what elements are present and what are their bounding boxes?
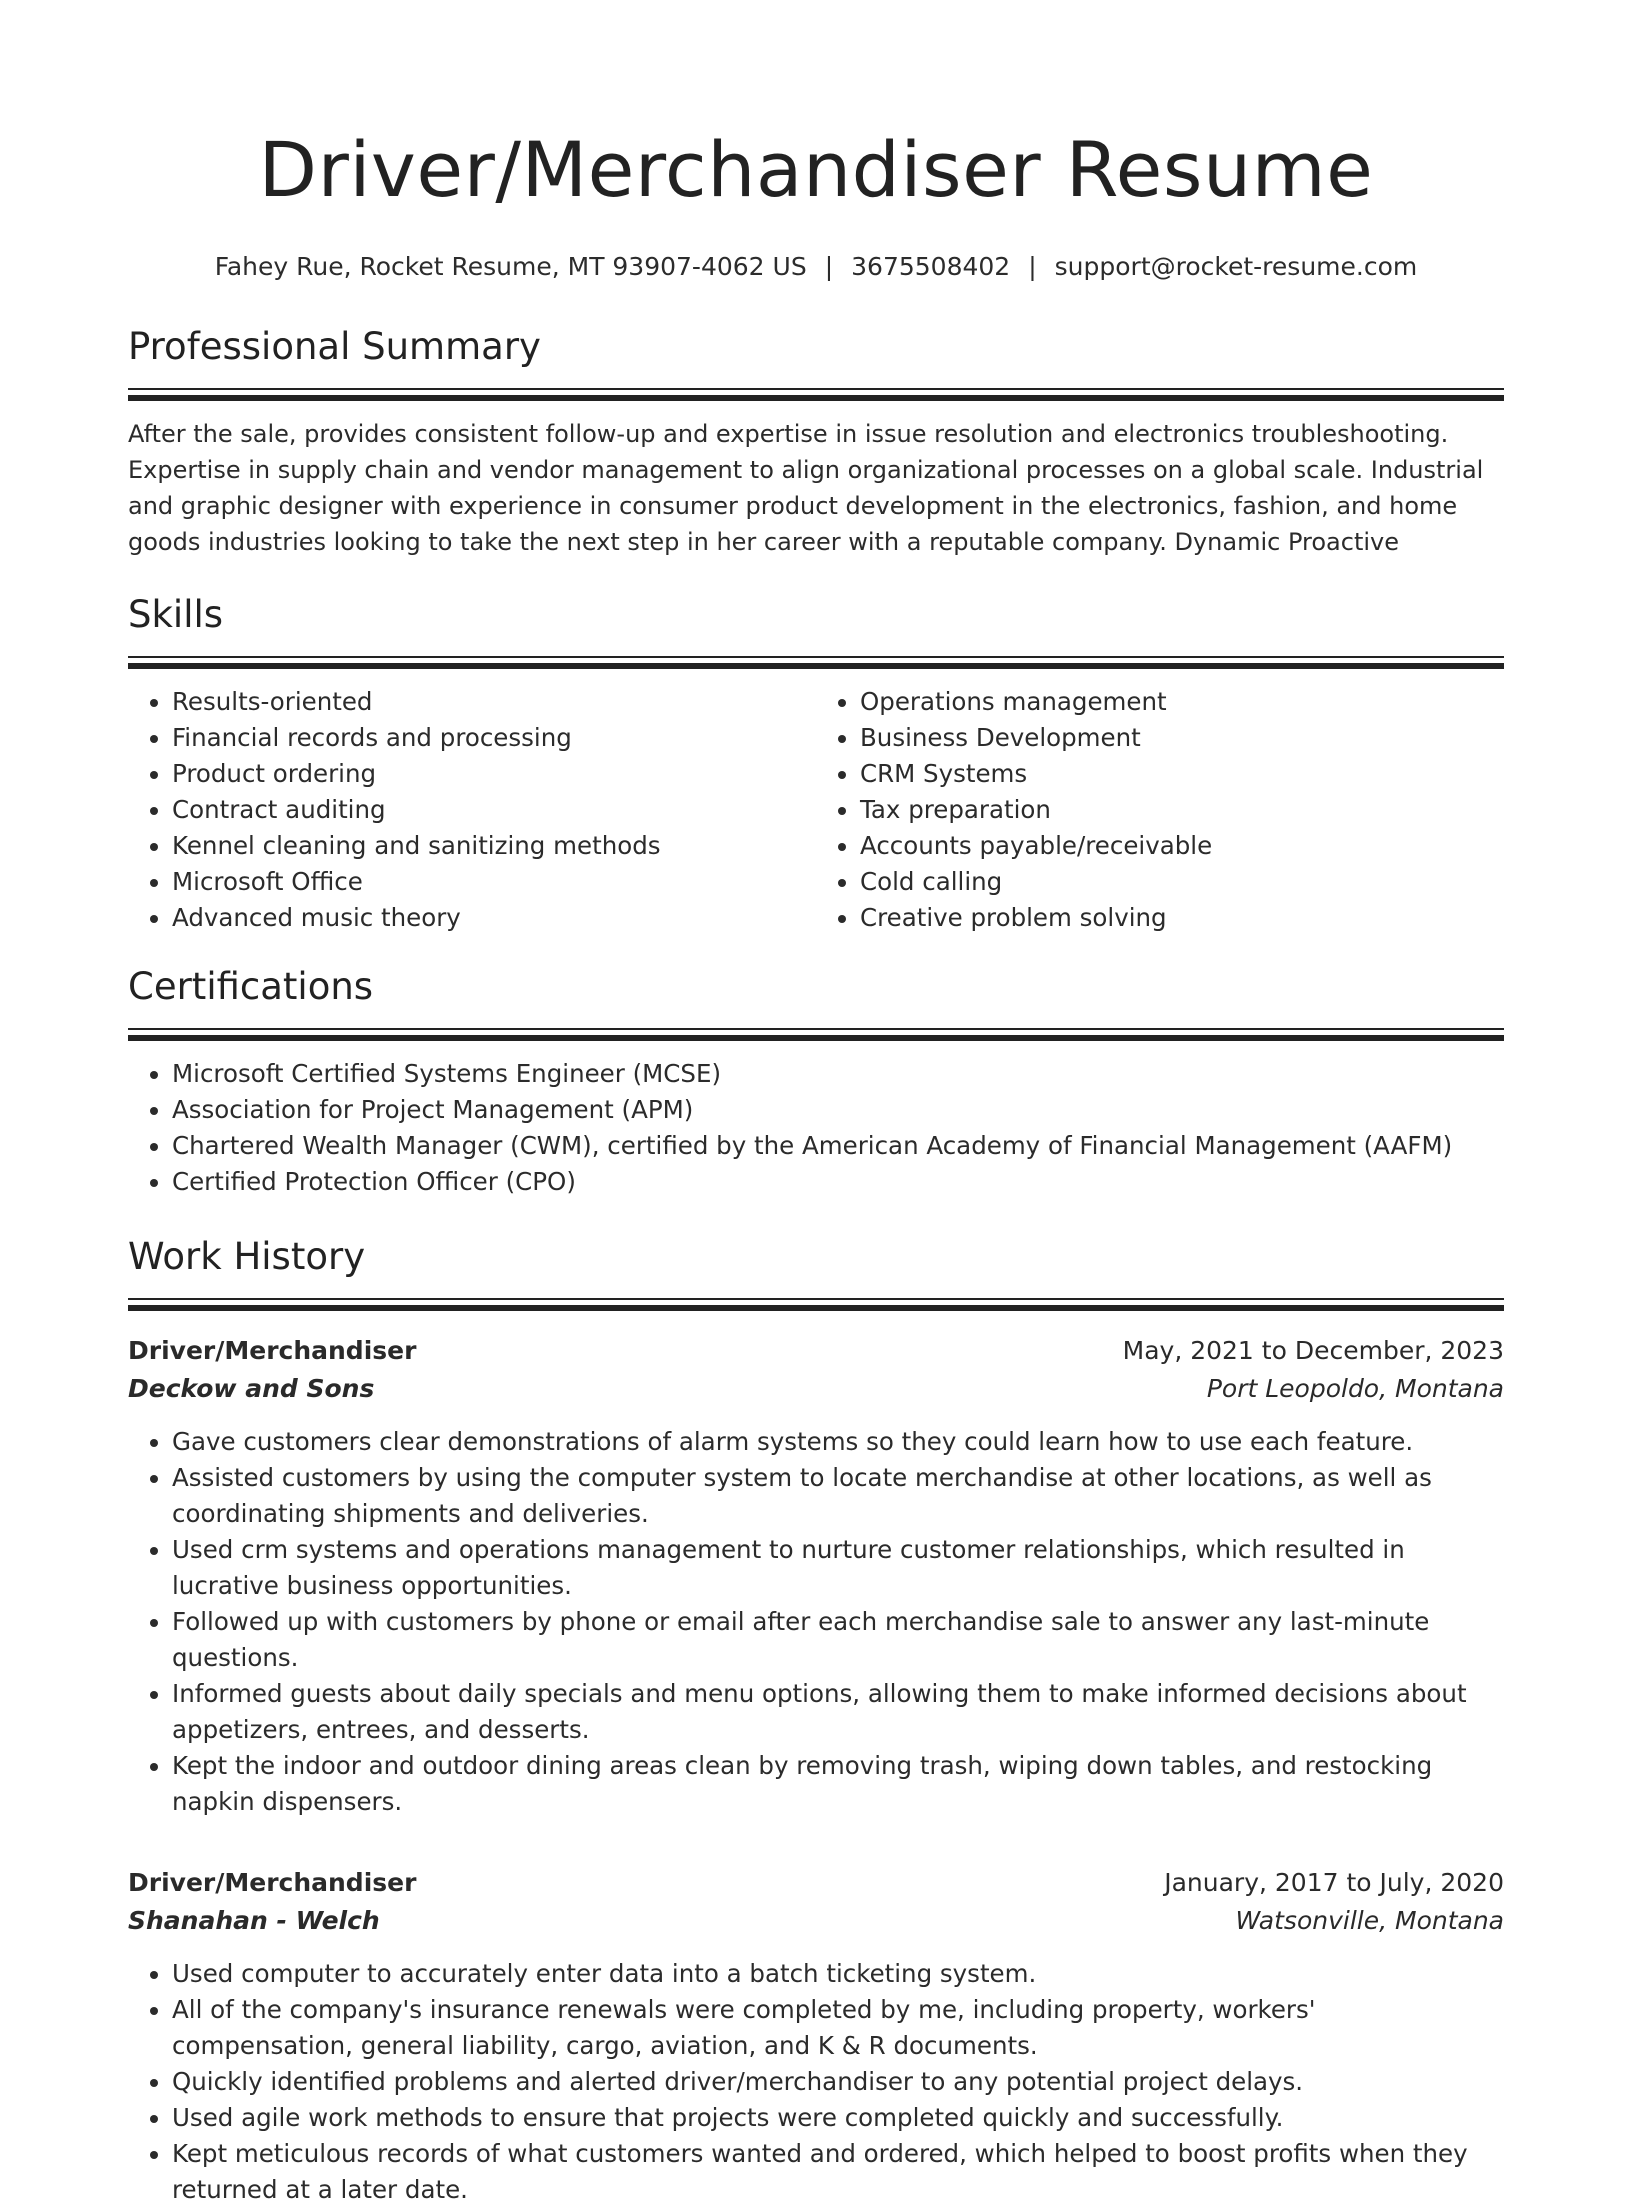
skill-item: • Tax preparation <box>860 792 1504 828</box>
job-duties-list <box>128 1956 1504 2208</box>
job-location: Watsonville, Montana <box>1235 1906 1504 1935</box>
section-heading-work-history: Work History <box>128 1235 366 1278</box>
certifications-section <box>128 962 1504 1200</box>
skill-item: • Financial records and processing <box>172 720 816 756</box>
section-divider <box>128 1298 1504 1312</box>
job-duty-item: • Informed guests about daily specials and menu options, allowing them to make informed decisions about appetizers, entrees, and desserts. <box>172 1676 1504 1748</box>
resume-title: Driver/Merchandiser Resume <box>258 125 1374 214</box>
skill-item: • Results-oriented <box>172 684 816 720</box>
certifications-list <box>128 1056 1504 1200</box>
job-duty-item: • Assisted customers by using the computer system to locate merchandise at other locations, as well as coordinating shipments and deliveries. <box>172 1460 1504 1532</box>
skill-item: • Cold calling <box>860 864 1504 900</box>
skills-list-left <box>128 684 816 936</box>
skill-item: • CRM Systems <box>860 756 1504 792</box>
job-entry <box>128 1332 1504 1820</box>
contact-email: support@rocket-resume.com <box>1054 252 1418 281</box>
section-heading-summary: Professional Summary <box>128 325 541 368</box>
job-location: Port Leopoldo, Montana <box>1206 1374 1504 1403</box>
skills-list-right <box>816 684 1504 936</box>
section-divider <box>128 388 1504 402</box>
job-duty-item: • Quickly identified problems and alerted driver/merchandiser to any potential project delays. <box>172 2064 1504 2100</box>
certification-item: • Chartered Wealth Manager (CWM), certified by the American Academy of Financial Management (AAFM) <box>172 1128 1504 1164</box>
certification-item: • Certified Protection Officer (CPO) <box>172 1164 1504 1200</box>
certification-item: • Association for Project Management (APM) <box>172 1092 1504 1128</box>
section-heading-skills: Skills <box>128 593 224 636</box>
job-dates: May, 2021 to December, 2023 <box>1122 1336 1504 1365</box>
contact-separator: | <box>1028 252 1037 281</box>
job-duty-item: • All of the company's insurance renewals were completed by me, including property, workers' compensation, general liability, cargo, aviation, and K & R documents. <box>172 1992 1504 2064</box>
section-divider <box>128 656 1504 670</box>
certification-item: • Microsoft Certified Systems Engineer (MCSE) <box>172 1056 1504 1092</box>
job-company-row <box>128 1902 1504 1940</box>
job-company: Deckow and Sons <box>128 1374 375 1403</box>
skill-item: • Creative problem solving <box>860 900 1504 936</box>
section-divider <box>128 1028 1504 1042</box>
section-heading-certifications: Certifications <box>128 965 374 1008</box>
job-duty-item: • Kept meticulous records of what customers wanted and ordered, which helped to boost profits when they returned at a later date. <box>172 2136 1504 2208</box>
job-header-row <box>128 1864 1504 1902</box>
skill-item: • Business Development <box>860 720 1504 756</box>
job-duty-item: • Kept the indoor and outdoor dining areas clean by removing trash, wiping down tables, and restocking napkin dispensers. <box>172 1748 1504 1820</box>
job-header-row <box>128 1332 1504 1370</box>
job-entry <box>128 1864 1504 2208</box>
job-duty-item: • Followed up with customers by phone or email after each merchandise sale to answer any last-minute questions. <box>172 1604 1504 1676</box>
job-duty-item: • Used crm systems and operations management to nurture customer relationships, which resulted in lucrative business opportunities. <box>172 1532 1504 1604</box>
summary-text: After the sale, provides consistent follow-up and expertise in issue resolution and electronics troubleshooting. Expertise in supply chain and vendor management to align organizational processes on a global scale. Industrial and graphic designer with experience in consumer product development in the electronics, fashion, and home goods industries looking to take the next step in her career with a reputable company. Dynamic Proactive <box>128 420 1484 556</box>
skills-section <box>128 590 1504 936</box>
work-history-section <box>128 1232 1504 2208</box>
job-duty-item: • Used agile work methods to ensure that projects were completed quickly and successfully. <box>172 2100 1504 2136</box>
skill-item: • Contract auditing <box>172 792 816 828</box>
contact-phone: 3675508402 <box>851 252 1011 281</box>
contact-separator: | <box>824 252 834 281</box>
job-company: Shanahan - Welch <box>128 1906 380 1935</box>
job-company-row <box>128 1370 1504 1408</box>
skill-item: • Accounts payable/receivable <box>860 828 1504 864</box>
job-title: Driver/Merchandiser <box>128 1868 417 1897</box>
skill-item: • Operations management <box>860 684 1504 720</box>
job-title: Driver/Merchandiser <box>128 1336 417 1365</box>
skill-item: • Microsoft Office <box>172 864 816 900</box>
skill-item: • Advanced music theory <box>172 900 816 936</box>
professional-summary-section <box>128 322 1504 560</box>
skills-grid <box>128 670 1504 936</box>
job-duty-item: • Used computer to accurately enter data into a batch ticketing system. <box>172 1956 1504 1992</box>
job-duties-list <box>128 1424 1504 1820</box>
skill-item: • Kennel cleaning and sanitizing methods <box>172 828 816 864</box>
job-duty-item: • Gave customers clear demonstrations of alarm systems so they could learn how to use each feature. <box>172 1424 1504 1460</box>
job-dates: January, 2017 to July, 2020 <box>1164 1868 1504 1897</box>
skill-item: • Product ordering <box>172 756 816 792</box>
contact-address: Fahey Rue, Rocket Resume, MT 93907-4062 US <box>214 252 807 281</box>
contact-line <box>128 250 1504 284</box>
